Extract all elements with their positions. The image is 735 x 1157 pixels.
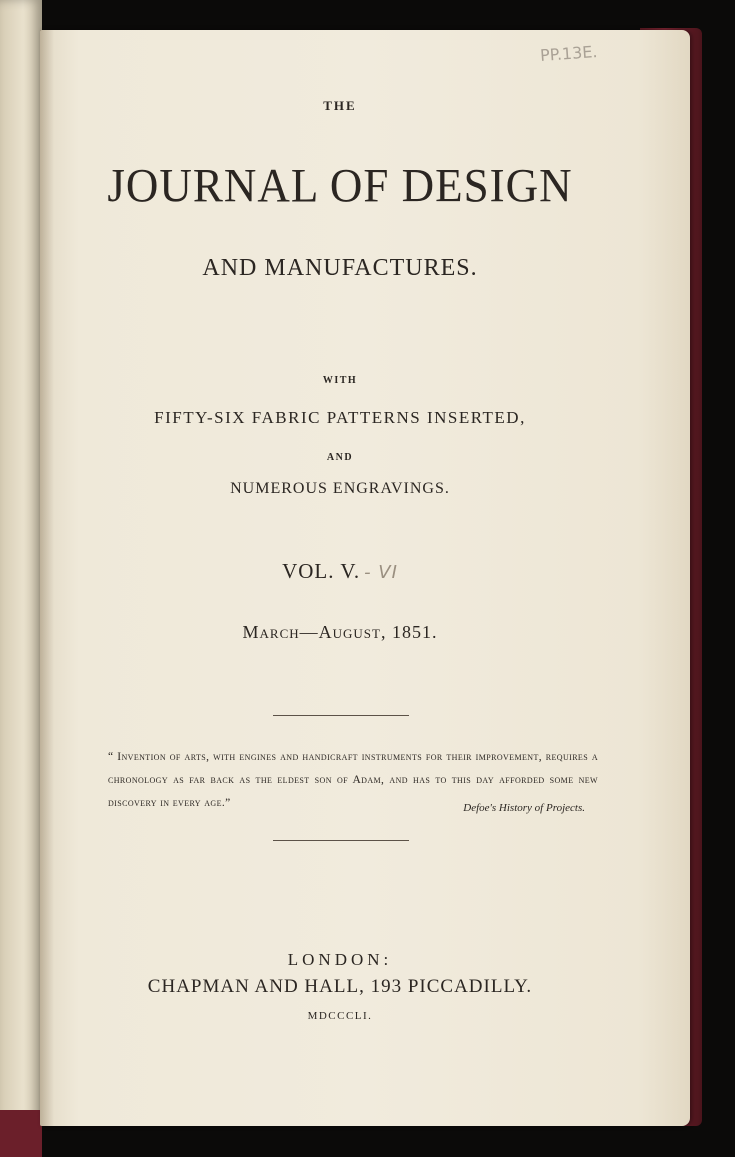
facing-page-edge	[0, 0, 42, 1140]
journal-title: JOURNAL OF DESIGN	[107, 159, 573, 213]
with-label: WITH	[322, 375, 358, 386]
journal-subtitle: AND MANUFACTURES.	[202, 255, 478, 281]
imprint-publisher: CHAPMAN AND HALL, 193 PICCADILLY.	[147, 976, 533, 997]
and-label: AND	[326, 452, 354, 463]
divider-rule-top	[273, 715, 409, 716]
title-article: THE	[323, 98, 357, 113]
volume-pencil-annotation: - VI	[364, 562, 398, 583]
epigraph-quote: “ Invention of arts, with engines and handicraft instruments for their improvement, requires a chronology as far back as the eldest son of Adam, and has to this day afforded some new discovery in every age.”	[108, 751, 598, 809]
fabric-patterns-line: FIFTY-SIX FABRIC PATTERNS INSERTED,	[154, 408, 526, 427]
engravings-line: NUMEROUS ENGRAVINGS.	[230, 480, 450, 497]
book-cover-corner	[0, 1110, 42, 1157]
date-range: March—August, 1851.	[242, 622, 438, 642]
epigraph-attribution: Defoe's History of Projects.	[463, 802, 585, 814]
pencil-shelfmark: PP.13E.	[539, 42, 599, 65]
imprint-year: MDCCCLI.	[307, 1010, 373, 1022]
imprint-city: LONDON:	[287, 950, 393, 969]
divider-rule-bottom	[273, 840, 409, 841]
volume-number: VOL. V.	[282, 559, 361, 583]
volume-line	[40, 559, 640, 584]
